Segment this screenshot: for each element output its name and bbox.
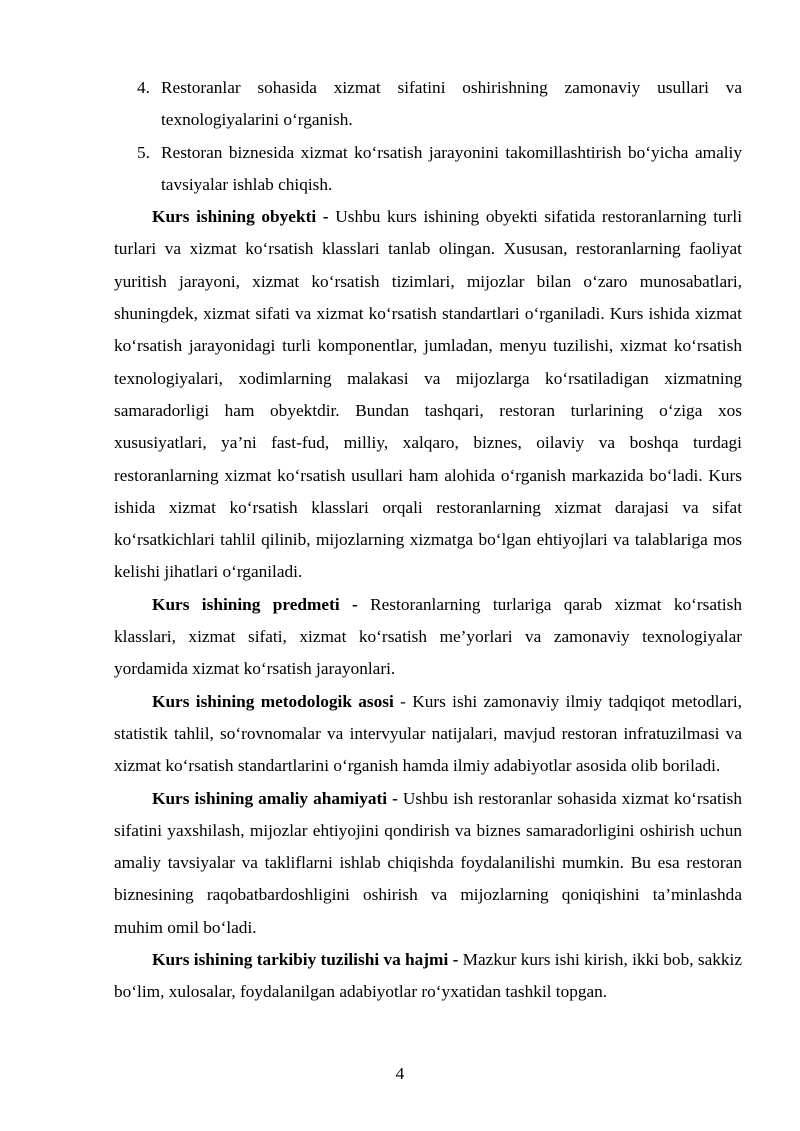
paragraph-heading: Kurs ishining amaliy ahamiyati - [152, 788, 398, 808]
paragraph-obyekti [114, 201, 742, 589]
paragraph-heading: Kurs ishining obyekti - [152, 207, 329, 227]
list-text: Restoran biznesida xizmat ko‘rsatish jarayonini takomillashtirish bo‘yicha amaliy tavsiyalar ishlab chiqish. [161, 142, 742, 194]
page-content [114, 72, 742, 1009]
paragraph-heading: Kurs ishining metodologik asosi [152, 691, 394, 711]
paragraph-heading: Kurs ishining tarkibiy tuzilishi va hajmi - [152, 950, 459, 970]
paragraph-text: Ushbu ish restoranlar sohasida xizmat ko‘rsatish sifatini yaxshilash, mijozlar ehtiyojini qondirish va biznes samaradorligini oshirish uchun amaliy tavsiyalar va takliflarni ishlab chiqishda foydalanilishi mumkin. Bu esa restoran biznesining raqobatbardoshligini oshirish va mijozlarning qoniqishini ta’minlashda muhim omil bo‘ladi. [114, 788, 742, 937]
paragraph-heading: Kurs ishining predmeti - [152, 594, 358, 614]
paragraph-text: Ushbu kurs ishining obyekti sifatida restoranlarning turli turlari va xizmat ko‘rsatish klasslari tanlab olingan. Xususan, restoranlarning faoliyat yuritish jarayoni, xizmat ko‘rsatish tizimlari, mijozlar bilan o‘zaro munosabatlari, shuningdek, xizmat sifati va xizmat ko‘rsatish standartlari o‘rganiladi. Kurs ishida xizmat ko‘rsatish jarayonidagi turli komponentlar, jumladan, menyu tuzilishi, xizmat ko‘rsatish texnologiyalari, xodimlarning malakasi va mijozlarga ko‘rsatiladigan xizmatning samaradorligi ham obyektdir. Bundan tashqari, restoran turlarining o‘ziga xos xususiyatlari, ya’ni fast-fud, milliy, xalqaro, biznes, oilaviy va boshqa turdagi restoranlarning xizmat ko‘rsatish usullari ham alohida o‘rganish markazida bo‘ladi. Kurs ishida xizmat ko‘rsatish klasslari orqali restoranlarning xizmat darajasi va sifat ko‘rsatkichlari tahlil qilinib, mijozlarning xizmatga bo‘lgan ehtiyojlari va talablariga mos kelishi jihatlari o‘rganiladi. [114, 207, 743, 582]
paragraph-text: Restoranlarning turlariga qarab xizmat ko‘rsatish klasslari, xizmat sifati, xizmat ko‘rsatish me’yorlari va zamonaviy texnologiyalar yordamida xizmat ko‘rsatish jarayonlari. [114, 594, 742, 679]
paragraph-text: - Kurs ishi zamonaviy ilmiy tadqiqot metodlari, statistik tahlil, so‘rovnomalar va intervyular natijalari, mavjud restoran infratuzilmasi va xizmat ko‘rsatish standartlarini o‘rganish hamda ilmiy adabiyotlar asosida olib boriladi. [114, 691, 742, 776]
list-item-5 [114, 137, 742, 202]
list-text: Restoranlar sohasida xizmat sifatini oshirishning zamonaviy usullari va texnologiyalarini o‘rganish. [161, 78, 742, 130]
paragraph-predmeti [114, 589, 742, 686]
list-number: 4. [137, 78, 150, 97]
page-number: 4 [395, 1064, 405, 1083]
paragraph-metodologik-asosi [114, 686, 742, 783]
paragraph-text: Mazkur kurs ishi kirish, ikki bob, sakkiz bo‘lim, xulosalar, foydalanilgan adabiyotlar ro‘yxatidan tashkil topgan. [114, 950, 743, 1002]
list-number: 5. [137, 142, 150, 162]
list-item-4 [114, 72, 742, 137]
paragraph-tarkibiy-tuzilishi [114, 944, 742, 1009]
paragraph-amaliy-ahamiyati [114, 783, 742, 944]
